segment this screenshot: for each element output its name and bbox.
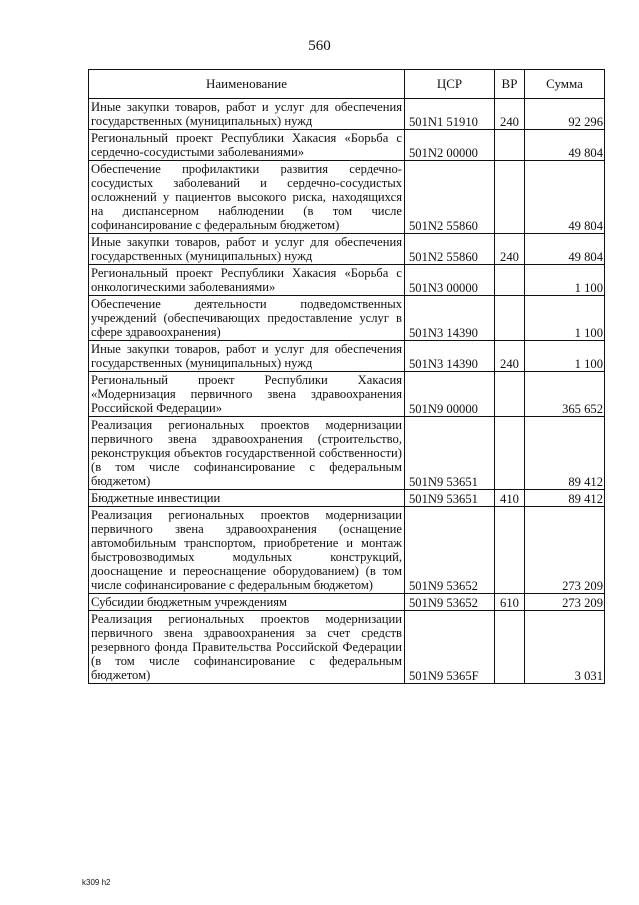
row-name: Реализация региональных проектов модернизации первичного звена здравоохранения (строительство, реконструкция объектов государственной собственности) (в том числе софинансирование с федеральным бюджетом): [89, 417, 405, 490]
table-row: [89, 99, 605, 130]
row-sum: 89 412: [525, 417, 605, 490]
row-vr: 240: [495, 341, 525, 372]
header-vr: ВР: [495, 70, 525, 99]
table-row: [89, 490, 605, 507]
row-csr: 501N9 53652: [405, 507, 495, 594]
footer-code: k309 h2: [82, 878, 111, 887]
row-sum: 273 209: [525, 594, 605, 611]
header-name: Наименование: [89, 70, 405, 99]
row-vr: [495, 130, 525, 161]
row-vr: [495, 507, 525, 594]
row-sum: 1 100: [525, 341, 605, 372]
row-sum: 273 209: [525, 507, 605, 594]
row-csr: 501N3 14390: [405, 296, 495, 341]
table-row: [89, 234, 605, 265]
row-csr: 501N2 00000: [405, 130, 495, 161]
row-vr: [495, 296, 525, 341]
row-name: Бюджетные инвестиции: [89, 490, 405, 507]
table-row: [89, 296, 605, 341]
row-sum: 89 412: [525, 490, 605, 507]
row-name: Обеспечение деятельности подведомственных учреждений (обеспечивающих предоставление услуг в сфере здравоохранения): [89, 296, 405, 341]
row-name: Субсидии бюджетным учреждениям: [89, 594, 405, 611]
table-row: [89, 594, 605, 611]
row-vr: 240: [495, 99, 525, 130]
header-csr: ЦСР: [405, 70, 495, 99]
row-name: Реализация региональных проектов модернизации первичного звена здравоохранения (оснащение автомобильным транспортом, приобретение и монтаж быстровозводимых модульных конструкций, дооснащение и переоснащение оборудованием) (в том числе софинансирование с федеральным бюджетом): [89, 507, 405, 594]
row-vr: [495, 265, 525, 296]
row-csr: 501N2 55860: [405, 234, 495, 265]
row-name: Региональный проект Республики Хакасия «Борьба с онкологическими заболеваниями»: [89, 265, 405, 296]
table-row: [89, 372, 605, 417]
row-csr: 501N9 53652: [405, 594, 495, 611]
row-sum: 3 031: [525, 611, 605, 684]
row-sum: 1 100: [525, 265, 605, 296]
header-sum: Сумма: [525, 70, 605, 99]
row-vr: [495, 161, 525, 234]
row-csr: 501N1 51910: [405, 99, 495, 130]
table-header-row: [89, 70, 605, 99]
row-csr: 501N9 5365F: [405, 611, 495, 684]
row-csr: 501N2 55860: [405, 161, 495, 234]
row-vr: 240: [495, 234, 525, 265]
table-row: [89, 161, 605, 234]
row-name: Иные закупки товаров, работ и услуг для обеспечения государственных (муниципальных) нужд: [89, 99, 405, 130]
table-row: [89, 341, 605, 372]
row-sum: 365 652: [525, 372, 605, 417]
table-row: [89, 417, 605, 490]
row-name: Иные закупки товаров, работ и услуг для обеспечения государственных (муниципальных) нужд: [89, 234, 405, 265]
row-sum: 1 100: [525, 296, 605, 341]
row-sum: 92 296: [525, 99, 605, 130]
table-row: [89, 130, 605, 161]
row-name: Иные закупки товаров, работ и услуг для обеспечения государственных (муниципальных) нужд: [89, 341, 405, 372]
row-name: Региональный проект Республики Хакасия «Модернизация первичного звена здравоохранения Российской Федерации»: [89, 372, 405, 417]
row-name: Реализация региональных проектов модернизации первичного звена здравоохранения за счет средств резервного фонда Правительства Российской Федерации (в том числе софинансирование с федеральным бюджетом): [89, 611, 405, 684]
row-sum: 49 804: [525, 161, 605, 234]
row-vr: [495, 372, 525, 417]
row-vr: [495, 417, 525, 490]
row-sum: 49 804: [525, 130, 605, 161]
row-csr: 501N9 53651: [405, 490, 495, 507]
row-name: Обеспечение профилактики развития сердечно-сосудистых заболеваний и сердечно-сосудистых осложнений у пациентов высокого риска, находящихся на диспансерном наблюдении (в том числе софинансирование с федеральным бюджетом): [89, 161, 405, 234]
row-csr: 501N9 00000: [405, 372, 495, 417]
row-csr: 501N3 14390: [405, 341, 495, 372]
row-vr: [495, 611, 525, 684]
row-vr: 410: [495, 490, 525, 507]
table-row: [89, 265, 605, 296]
budget-table: [88, 69, 605, 684]
row-csr: 501N3 00000: [405, 265, 495, 296]
table-row: [89, 507, 605, 594]
row-sum: 49 804: [525, 234, 605, 265]
row-name: Региональный проект Республики Хакасия «Борьба с сердечно-сосудистыми заболеваниями»: [89, 130, 405, 161]
row-csr: 501N9 53651: [405, 417, 495, 490]
row-vr: 610: [495, 594, 525, 611]
page-number: 560: [308, 38, 331, 54]
table-row: [89, 611, 605, 684]
